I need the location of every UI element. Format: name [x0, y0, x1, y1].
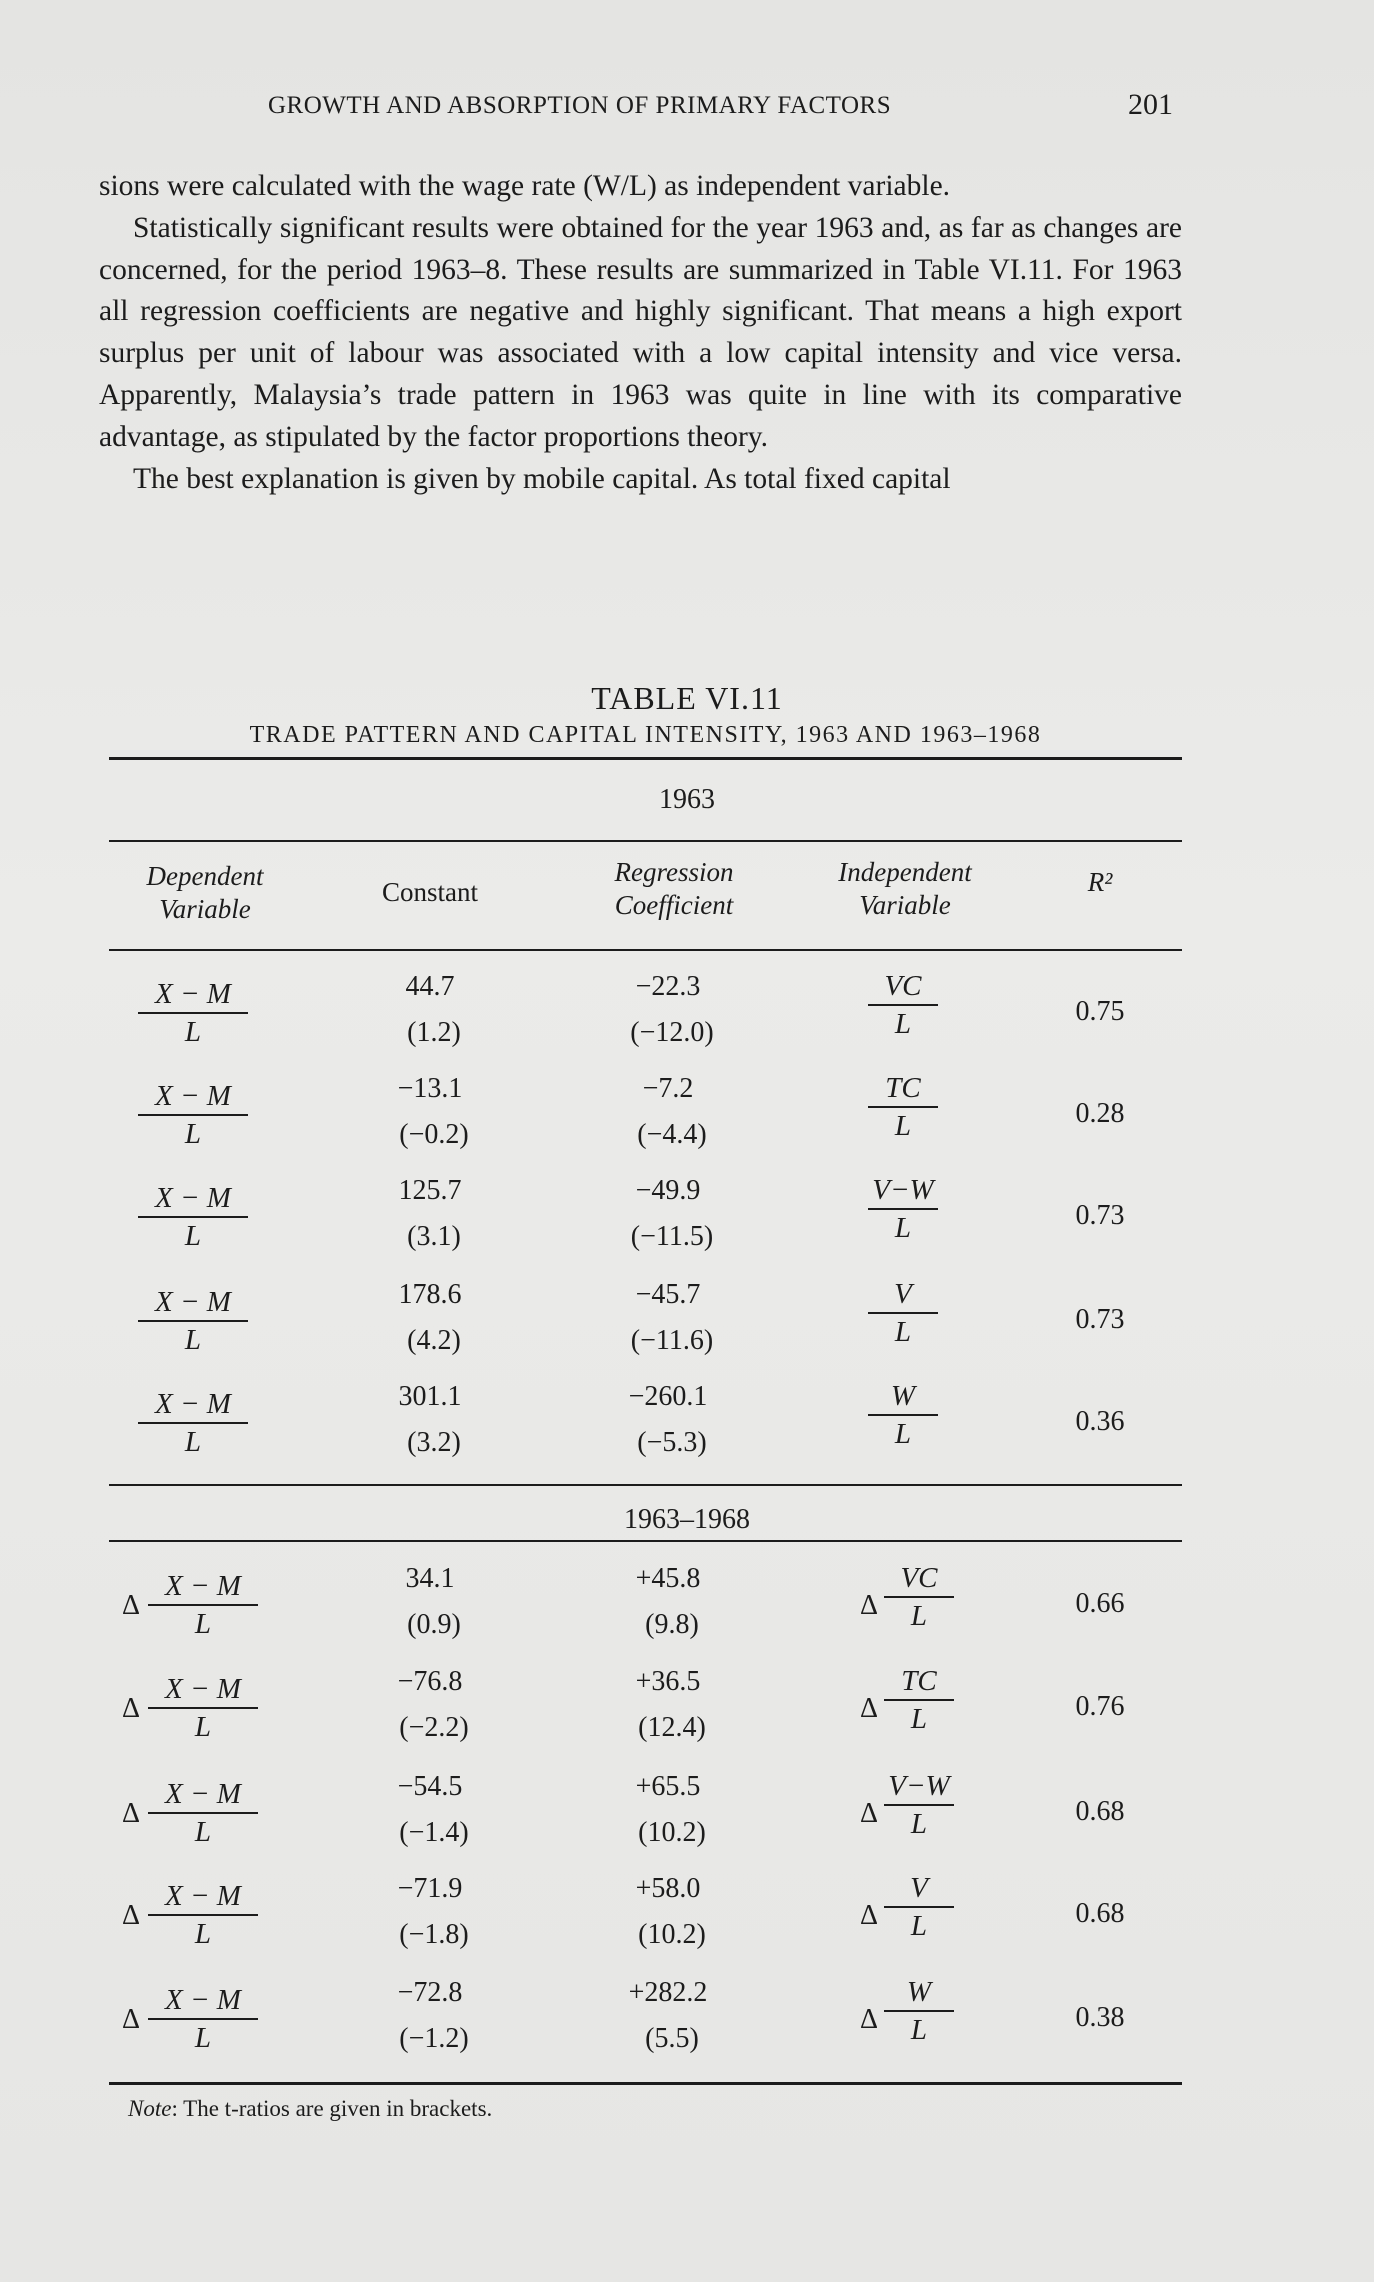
- constant-value: −54.5: [397, 1771, 463, 1802]
- fraction-denominator: L: [194, 1816, 212, 1848]
- constant-value: −13.1: [397, 1073, 463, 1104]
- header-regression-coefficient: [574, 856, 774, 922]
- delta-symbol: Δ: [860, 1798, 879, 1829]
- header-line: Variable: [859, 890, 951, 920]
- dependent-variable-fraction: [148, 1671, 258, 1745]
- r-squared-value: 0.36: [1075, 1406, 1125, 1437]
- r-squared-value: 0.76: [1075, 1691, 1125, 1722]
- fraction-numerator: X − M: [148, 1878, 258, 1916]
- fraction-numerator: X − M: [138, 1284, 248, 1322]
- dependent-variable-fraction: [148, 1568, 258, 1642]
- delta-symbol: Δ: [860, 1693, 879, 1724]
- independent-variable-fraction: [884, 1870, 954, 1944]
- independent-variable-fraction: [868, 1378, 938, 1452]
- table-rule: [109, 1484, 1182, 1486]
- constant-t-ratio: (1.2): [407, 1017, 461, 1048]
- coefficient-t-ratio: (5.5): [645, 2023, 699, 2054]
- paragraph: Statistically significant results were obtained for the year 1963 and, as far as changes are concerned, for the period 1963–8. These results are summarized in Table VI.11. For 1963 all regression coefficients are negative and highly significant. That means a high export surplus per unit of labour was associated with a low capital intensity and vice versa. Apparently, Malaysia’s trade pattern in 1963 was quite in line with its comparative advantage, as stipulated by the factor proportions theory.: [99, 211, 1182, 453]
- fraction-numerator: X − M: [138, 976, 248, 1014]
- header-constant: Constant: [381, 877, 478, 907]
- note-label: Note: [128, 2096, 172, 2121]
- constant-value: 34.1: [405, 1563, 455, 1594]
- r-squared-value: 0.75: [1075, 996, 1125, 1027]
- dependent-variable-fraction: [148, 1878, 258, 1952]
- r-squared-value: 0.28: [1075, 1098, 1125, 1129]
- coefficient-value: −22.3: [635, 971, 701, 1002]
- body-text: [99, 166, 1182, 500]
- coefficient-t-ratio: (−5.3): [637, 1427, 707, 1458]
- constant-t-ratio: (4.2): [407, 1325, 461, 1356]
- table-note: [128, 2096, 492, 2122]
- fraction-denominator: L: [894, 1212, 912, 1244]
- fraction-denominator: L: [910, 1703, 928, 1735]
- dependent-variable-fraction: [138, 1386, 248, 1460]
- fraction-denominator: L: [910, 1600, 928, 1632]
- fraction-numerator: X − M: [148, 1982, 258, 2020]
- paragraph: sions were calculated with the wage rate (W/L) as independent variable.: [99, 170, 951, 202]
- table-subtitle: TRADE PATTERN AND CAPITAL INTENSITY, 1963 AND 1963–1968: [249, 722, 1042, 748]
- constant-t-ratio: (3.1): [407, 1221, 461, 1252]
- coefficient-t-ratio: (−11.5): [630, 1221, 714, 1252]
- coefficient-t-ratio: (12.4): [638, 1712, 706, 1743]
- independent-variable-fraction: [884, 1663, 954, 1737]
- coefficient-value: +65.5: [635, 1771, 701, 1802]
- r-squared-value: 0.38: [1075, 2002, 1125, 2033]
- page-number: 201: [1128, 88, 1173, 121]
- header-line: Regression: [614, 857, 734, 887]
- constant-value: 44.7: [405, 971, 455, 1002]
- header-line: Coefficient: [614, 890, 734, 920]
- delta-symbol: Δ: [860, 2004, 879, 2035]
- fraction-denominator: L: [894, 1316, 912, 1348]
- coefficient-value: −45.7: [635, 1279, 701, 1310]
- constant-t-ratio: (−2.2): [399, 1712, 469, 1743]
- fraction-denominator: L: [184, 1426, 202, 1458]
- coefficient-t-ratio: (10.2): [638, 1817, 706, 1848]
- fraction-numerator: W: [868, 1378, 938, 1416]
- fraction-denominator: L: [194, 2022, 212, 2054]
- coefficient-t-ratio: (9.8): [645, 1609, 699, 1640]
- paragraph: The best explanation is given by mobile capital. As total fixed capital: [133, 462, 951, 495]
- constant-value: −76.8: [397, 1666, 463, 1697]
- coefficient-value: +58.0: [635, 1873, 701, 1904]
- fraction-denominator: L: [894, 1418, 912, 1450]
- header-independent-variable: [800, 856, 1010, 922]
- r-squared-value: 0.66: [1075, 1588, 1125, 1619]
- fraction-numerator: V−W: [884, 1768, 954, 1806]
- table-title: TABLE VI.11: [591, 680, 783, 716]
- fraction-numerator: VC: [884, 1560, 954, 1598]
- fraction-denominator: L: [910, 2014, 928, 2046]
- fraction-numerator: X − M: [148, 1568, 258, 1606]
- fraction-numerator: TC: [868, 1070, 938, 1108]
- constant-value: 125.7: [398, 1175, 462, 1206]
- fraction-numerator: TC: [884, 1663, 954, 1701]
- constant-t-ratio: (−1.2): [399, 2023, 469, 2054]
- coefficient-value: +282.2: [628, 1977, 708, 2008]
- r-squared-value: 0.73: [1075, 1200, 1125, 1231]
- delta-symbol: Δ: [860, 1900, 879, 1931]
- fraction-denominator: L: [194, 1711, 212, 1743]
- dependent-variable-fraction: [138, 976, 248, 1050]
- running-head: GROWTH AND ABSORPTION OF PRIMARY FACTORS: [268, 92, 892, 119]
- header-r-squared: R²: [1087, 867, 1113, 897]
- independent-variable-fraction: [868, 1172, 938, 1246]
- independent-variable-fraction: [884, 1974, 954, 2048]
- coefficient-t-ratio: (10.2): [638, 1919, 706, 1950]
- period-heading-1963-1968: 1963–1968: [624, 1504, 750, 1535]
- header-line: Dependent: [146, 861, 264, 891]
- note-text: : The t-ratios are given in brackets.: [171, 2096, 493, 2121]
- dependent-variable-fraction: [148, 1776, 258, 1850]
- r-squared-value: 0.68: [1075, 1796, 1125, 1827]
- coefficient-value: −7.2: [642, 1073, 694, 1104]
- constant-value: −72.8: [397, 1977, 463, 2008]
- dependent-variable-fraction: [148, 1982, 258, 2056]
- fraction-numerator: W: [884, 1974, 954, 2012]
- constant-value: 178.6: [398, 1279, 462, 1310]
- constant-t-ratio: (−1.8): [399, 1919, 469, 1950]
- fraction-denominator: L: [894, 1008, 912, 1040]
- independent-variable-fraction: [868, 1070, 938, 1144]
- coefficient-value: −49.9: [635, 1175, 701, 1206]
- table-top-rule: [109, 757, 1182, 760]
- coefficient-t-ratio: (−11.6): [630, 1325, 714, 1356]
- r-squared-value: 0.68: [1075, 1898, 1125, 1929]
- fraction-denominator: L: [184, 1220, 202, 1252]
- table-header-rule: [109, 949, 1182, 951]
- delta-symbol: Δ: [122, 1900, 141, 1931]
- period-heading-1963: 1963: [659, 784, 715, 815]
- delta-symbol: Δ: [122, 1798, 141, 1829]
- fraction-denominator: L: [184, 1324, 202, 1356]
- independent-variable-fraction: [884, 1560, 954, 1634]
- fraction-numerator: X − M: [138, 1386, 248, 1424]
- delta-symbol: Δ: [122, 2004, 141, 2035]
- constant-value: −71.9: [397, 1873, 463, 1904]
- header-dependent-variable: [110, 860, 300, 926]
- table-rule: [109, 840, 1182, 842]
- independent-variable-fraction: [868, 1276, 938, 1350]
- delta-symbol: Δ: [122, 1590, 141, 1621]
- fraction-numerator: X − M: [148, 1671, 258, 1709]
- fraction-numerator: X − M: [138, 1180, 248, 1218]
- fraction-numerator: V: [884, 1870, 954, 1908]
- constant-t-ratio: (3.2): [407, 1427, 461, 1458]
- fraction-numerator: V−W: [868, 1172, 938, 1210]
- fraction-denominator: L: [910, 1910, 928, 1942]
- coefficient-value: +36.5: [635, 1666, 701, 1697]
- header-line: Independent: [838, 857, 972, 887]
- fraction-denominator: L: [910, 1808, 928, 1840]
- fraction-numerator: X − M: [138, 1078, 248, 1116]
- coefficient-t-ratio: (−12.0): [630, 1017, 714, 1048]
- fraction-denominator: L: [184, 1118, 202, 1150]
- fraction-denominator: L: [194, 1918, 212, 1950]
- constant-t-ratio: (0.9): [407, 1609, 461, 1640]
- dependent-variable-fraction: [138, 1180, 248, 1254]
- constant-t-ratio: (−0.2): [399, 1119, 469, 1150]
- fraction-denominator: L: [894, 1110, 912, 1142]
- delta-symbol: Δ: [122, 1693, 141, 1724]
- delta-symbol: Δ: [860, 1590, 879, 1621]
- dependent-variable-fraction: [138, 1078, 248, 1152]
- header-line: Variable: [159, 894, 251, 924]
- independent-variable-fraction: [868, 968, 938, 1042]
- fraction-numerator: X − M: [148, 1776, 258, 1814]
- table-rule: [109, 1540, 1182, 1542]
- table-bottom-rule: [109, 2082, 1182, 2085]
- constant-t-ratio: (−1.4): [399, 1817, 469, 1848]
- coefficient-value: +45.8: [635, 1563, 701, 1594]
- fraction-numerator: V: [868, 1276, 938, 1314]
- r-squared-value: 0.73: [1075, 1304, 1125, 1335]
- fraction-denominator: L: [184, 1016, 202, 1048]
- coefficient-value: −260.1: [628, 1381, 708, 1412]
- coefficient-t-ratio: (−4.4): [637, 1119, 707, 1150]
- independent-variable-fraction: [884, 1768, 954, 1842]
- dependent-variable-fraction: [138, 1284, 248, 1358]
- constant-value: 301.1: [398, 1381, 462, 1412]
- fraction-denominator: L: [194, 1608, 212, 1640]
- fraction-numerator: VC: [868, 968, 938, 1006]
